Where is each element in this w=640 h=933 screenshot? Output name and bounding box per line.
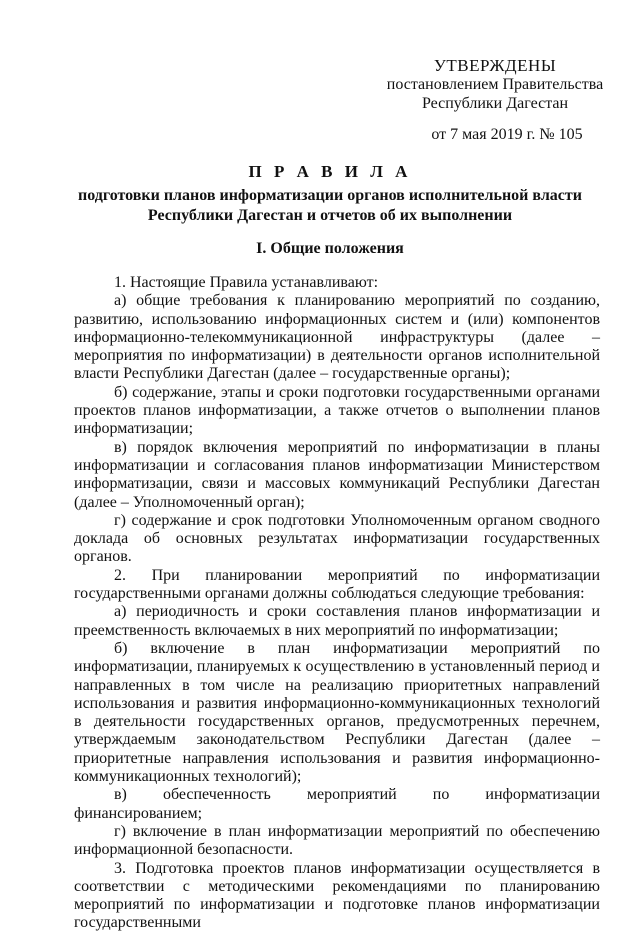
document-title: П Р А В И Л А bbox=[248, 162, 412, 181]
approval-title: УТВЕРЖДЕНЫ bbox=[433, 56, 557, 75]
section-heading: I. Общие положения bbox=[256, 240, 404, 257]
approval-stamp bbox=[370, 56, 620, 144]
paragraph: а) периодичность и сроки составления планов информатизации и преемственность включаемых в них мероприятий по информатизации; bbox=[74, 603, 600, 639]
paragraph: 1. Настоящие Правила устанавливают: bbox=[114, 274, 379, 291]
approval-line-1: постановлением Правительства bbox=[386, 76, 604, 93]
paragraph: в) порядок включения мероприятий по информатизации в планы информатизации и согласования планов информатизации Министерством информатизации, связи и массовых коммуникаций Республики Дагестан (далее – Уполномоченный орган); bbox=[74, 438, 600, 511]
approval-line-2: Республики Дагестан bbox=[421, 95, 569, 112]
document-subtitle-line-2: Республики Дагестан и отчетов об их выполнении bbox=[147, 207, 513, 224]
paragraph: 2. При планировании мероприятий по информатизации государственными органами должны соблюдаться следующие требования: bbox=[74, 566, 600, 603]
document-subtitle-line-1: подготовки планов информатизации органов исполнительной власти bbox=[78, 187, 582, 204]
document-title-block bbox=[60, 162, 600, 226]
paragraph: г) включение в план информатизации мероприятий по обеспечению информационной безопасности. bbox=[74, 822, 600, 859]
document-body bbox=[74, 274, 600, 933]
approval-date: от 7 мая 2019 г. № 105 bbox=[431, 126, 583, 143]
paragraph: г) содержание и срок подготовки Уполномоченным органом сводного доклада об основных результатах информатизации государственных органов. bbox=[74, 511, 600, 566]
paragraph: б) включение в план информатизации мероприятий по информатизации, планируемых к осуществлению в установленный период и направленных в том числе на реализацию приоритетных направлений использования и развития информационно-коммуникационных технологий в деятельности государственных органов, предусмотренных перечнем, утверждаемым законодательством Республики Дагестан (далее – приоритетные направления использования и развития информационно-коммуникационных технологий); bbox=[74, 639, 600, 786]
paragraph: а) общие требования к планированию мероприятий по созданию, развитию, использованию информационных систем и (или) компонентов информационно-телекоммуникационной инфраструктуры (далее – мероприятия по информатизации) в деятельности органов исполнительной власти Республики Дагестан (далее – государственные органы); bbox=[74, 292, 600, 383]
paragraph: б) содержание, этапы и сроки подготовки государственными органами проектов планов информатизации, а также отчетов о выполнении планов информатизации; bbox=[74, 383, 600, 438]
paragraph: 3. Подготовка проектов планов информатизации осуществляется в соответствии с методическими рекомендациями по планированию мероприятий по информатизации и подготовке планов информатизации государственными bbox=[74, 859, 600, 932]
paragraph: в) обеспеченность мероприятий по информатизации финансированием; bbox=[74, 786, 600, 822]
